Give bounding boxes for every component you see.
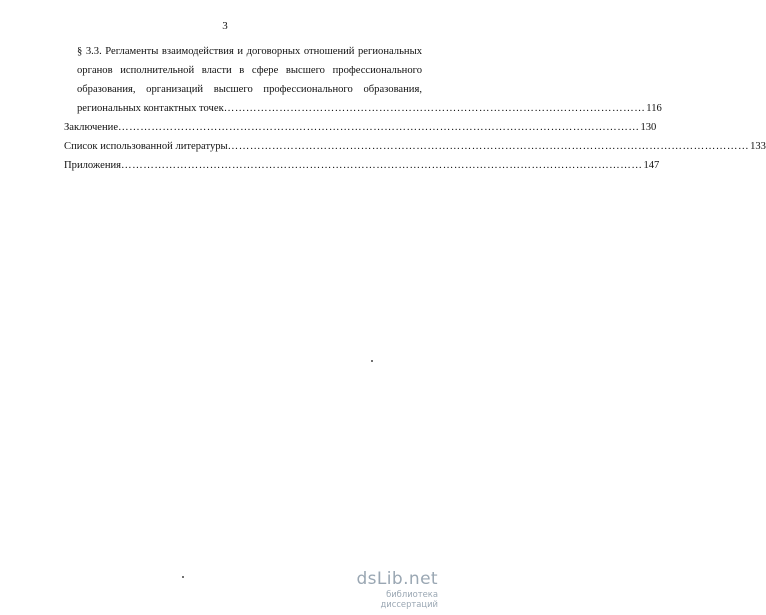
toc-page-number: 130 — [640, 122, 657, 133]
toc-entry-conclusion — [64, 118, 657, 137]
toc-page-number: 147 — [643, 160, 660, 171]
toc-entry-title: Заключение — [64, 122, 119, 133]
table-of-contents — [64, 42, 766, 175]
scan-speck — [182, 576, 184, 578]
page-number: 3 — [222, 20, 228, 32]
toc-page-number: 116 — [646, 103, 662, 114]
toc-section-last-line-text: региональных контактных точек — [77, 103, 224, 114]
toc-entry-title: Приложения — [64, 160, 122, 171]
watermark-logo: dsLib.net — [356, 569, 438, 589]
toc-section-line-1: § 3.3. Регламенты взаимодействия и договорных отношений региональных — [77, 46, 422, 57]
toc-page-number: 133 — [750, 141, 766, 152]
scan-speck — [371, 360, 373, 362]
toc-section-line-3: образования, организаций высшего профессионального образования, — [77, 84, 422, 95]
toc-dot-leader: …………………………………………………………………………………………………………………………… — [227, 141, 750, 152]
toc-section-last-line — [77, 99, 662, 118]
toc-entry-title: Список использованной литературы — [64, 141, 228, 152]
watermark-tagline: библиотека диссертаций — [380, 589, 438, 609]
toc-dot-leader: …………………………………………………………………………………………………… — [223, 103, 646, 114]
toc-entry-appendices — [64, 156, 660, 175]
toc-dot-leader: …………………………………………………………………………………………………………………………… — [121, 160, 643, 171]
toc-dot-leader: …………………………………………………………………………………………………………………………… — [118, 122, 640, 133]
toc-entry-bibliography — [64, 137, 766, 156]
toc-section-line-2: органов исполнительной власти в сфере высшего профессионального — [77, 65, 422, 76]
toc-section-3-3 — [64, 42, 662, 118]
dslib-watermark — [338, 569, 438, 609]
